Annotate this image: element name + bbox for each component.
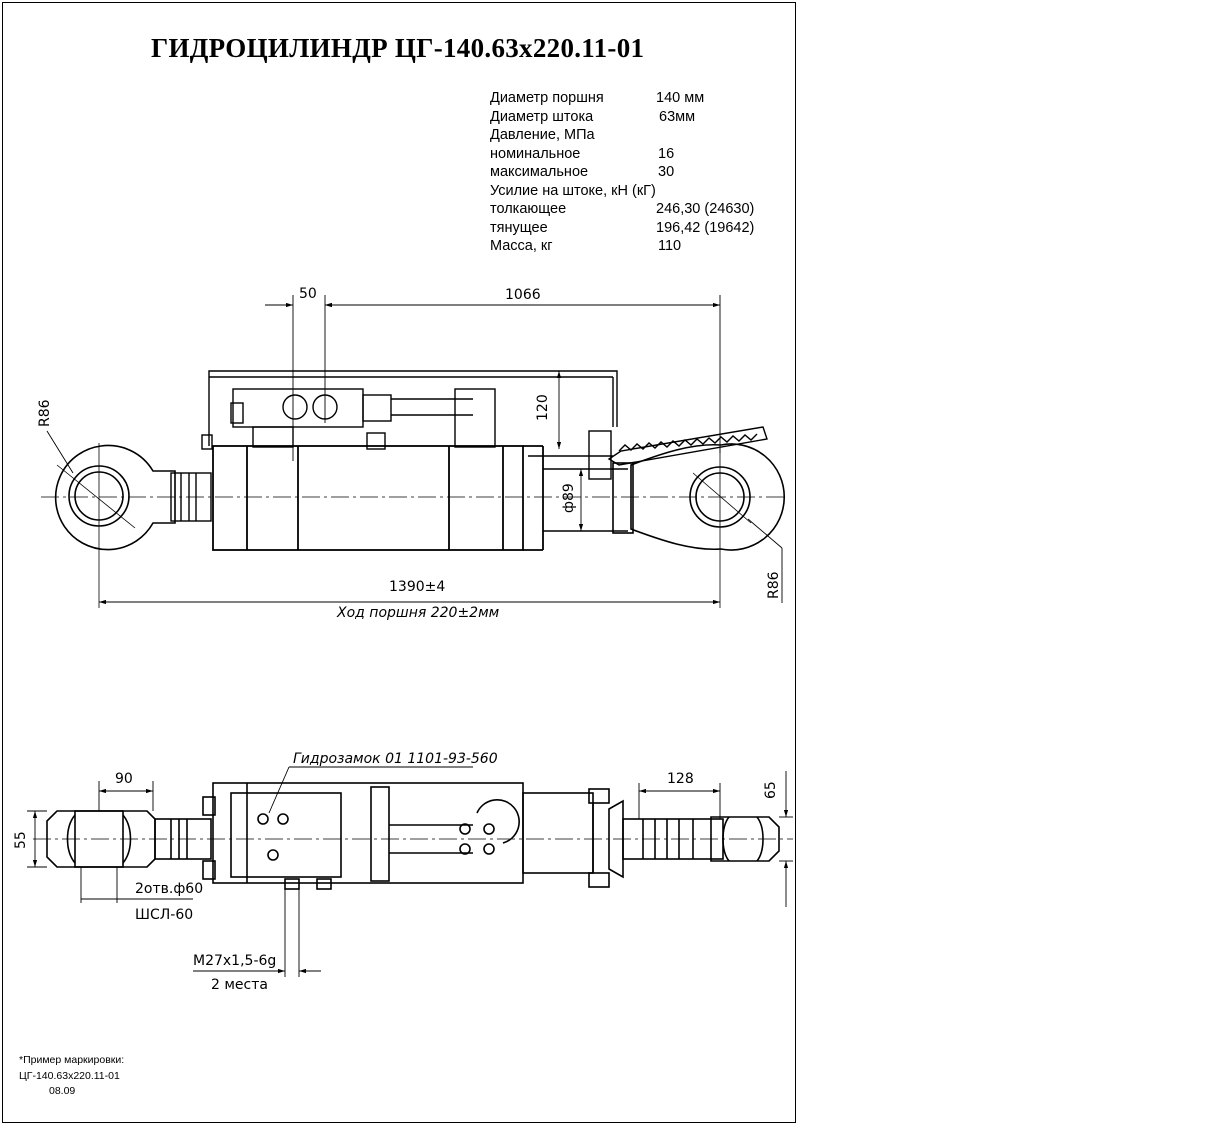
dim-1066-label: 1066 [505, 287, 541, 303]
marking-date: 08.09 [49, 1085, 76, 1097]
spec-value: 140 мм [656, 90, 705, 106]
dim-d89-label: ф89 [561, 483, 577, 513]
drawing-title: ГИДРОЦИЛИНДР ЦГ-140.63х220.11-01 [151, 33, 645, 63]
cylinder-side-view [3, 3, 797, 643]
dim-65-label: 65 [763, 781, 779, 799]
dimension-lines-top [47, 295, 782, 603]
cylinder-barrel [213, 446, 543, 550]
places-label: 2 места [211, 977, 268, 993]
dim-55-label: 55 [13, 831, 29, 849]
spec-label: номинальное [490, 145, 581, 162]
dim-128-label: 128 [667, 771, 694, 787]
spec-value: 16 [658, 145, 675, 162]
spec-label: максимальное [490, 164, 589, 180]
spec-label: Давление, МПа [490, 127, 595, 143]
stroke-caption: Ход поршня 220±2мм [337, 605, 500, 621]
spec-value: 63мм [659, 108, 696, 125]
valve-label: Гидрозамок 01 1101-93-560 [293, 751, 498, 767]
spec-label: тянущее [490, 219, 548, 236]
marking-code: ЦГ-140.63х220.11-01 [19, 1069, 120, 1082]
radius-left-label: R86 [37, 399, 53, 427]
bearing-label: ШСЛ-60 [135, 907, 194, 923]
holes-label: 2отв.ф60 [135, 881, 204, 897]
spec-label: Диаметр штока [490, 108, 594, 125]
overall-length-label: 1390±4 [389, 579, 446, 595]
rack-guard [589, 427, 767, 479]
spec-value: 110 [658, 238, 682, 254]
dim-90-label: 90 [115, 771, 133, 787]
left-eye-mount [56, 443, 175, 608]
dim-50-label: 50 [299, 286, 317, 302]
spec-label: Масса, кг [490, 238, 553, 254]
radius-right-label: R86 [766, 571, 782, 599]
spec-value: 30 [658, 164, 675, 180]
spec-value: 196,42 (19642) [656, 219, 755, 236]
marking-example [19, 1053, 124, 1100]
marking-heading: *Пример маркировки: [19, 1054, 125, 1066]
dim-120-label: 120 [535, 394, 551, 421]
spec-label: Диаметр поршня [490, 90, 604, 106]
cylinder-plan-view [3, 693, 797, 1013]
spec-label: Усилие на штоке, кН (кГ) [490, 182, 656, 199]
valve-bracket [202, 371, 617, 449]
thread-label: М27х1,5-6g [193, 953, 277, 969]
right-eye-mount [631, 443, 784, 608]
spec-value: 246,30 (24630) [656, 201, 755, 217]
drawing-sheet [2, 2, 796, 1123]
barrel-plan [203, 783, 609, 889]
spec-label: толкающее [490, 201, 567, 217]
dimension-lines-plan [27, 767, 793, 977]
